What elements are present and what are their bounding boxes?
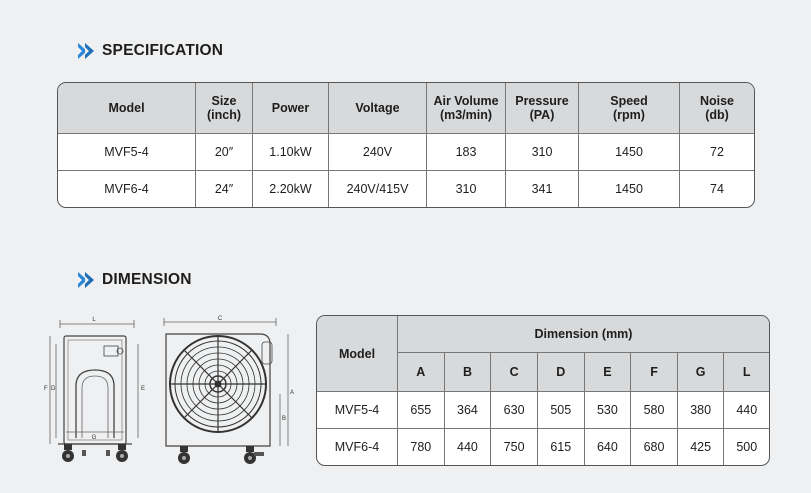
spec-col-header: Air Volume (m3/min) xyxy=(427,83,506,134)
dim-cell: 440 xyxy=(445,429,492,465)
spec-cell: 1450 xyxy=(579,171,680,207)
spec-cell: 24″ xyxy=(196,171,253,207)
dim-cell: 505 xyxy=(538,392,585,429)
dim-cell: 580 xyxy=(631,392,678,429)
spec-cell: 310 xyxy=(427,171,506,207)
dim-cell: MVF5-4 xyxy=(317,392,398,429)
dim-label-F: F xyxy=(44,386,48,392)
table-row xyxy=(317,429,769,465)
spec-cell: 72 xyxy=(680,134,754,171)
dim-label-E: E xyxy=(141,386,146,392)
dim-cell: 440 xyxy=(724,392,769,429)
side-view-drawing xyxy=(38,314,148,472)
spec-header-row xyxy=(58,83,754,134)
table-row xyxy=(58,171,754,207)
dim-label-L: L xyxy=(92,317,96,323)
specification-table xyxy=(57,82,755,208)
table-row xyxy=(58,134,754,171)
dim-col-header: G xyxy=(678,353,725,392)
spec-cell: 1.10kW xyxy=(253,134,329,171)
spec-cell: 20″ xyxy=(196,134,253,171)
double-chevron-icon xyxy=(78,43,92,59)
dim-cell: 750 xyxy=(491,429,538,465)
spec-cell: 310 xyxy=(506,134,579,171)
dimension-table xyxy=(316,315,770,466)
spec-col-header: Voltage xyxy=(329,83,427,134)
caster-wheels xyxy=(62,444,128,462)
caster-wheels xyxy=(178,446,264,464)
spec-cell: 183 xyxy=(427,134,506,171)
dim-col-header: E xyxy=(585,353,632,392)
spec-col-header: Noise (db) xyxy=(680,83,754,134)
spec-cell: 341 xyxy=(506,171,579,207)
spec-cell: 2.20kW xyxy=(253,171,329,207)
dim-cell: 500 xyxy=(736,440,758,454)
dim-label-D: D xyxy=(51,386,56,392)
dim-cell: 630 xyxy=(491,392,538,429)
dim-cell: MVF6-4 xyxy=(317,429,398,465)
spec-cell: MVF6-4 xyxy=(58,171,196,207)
dim-col-header: C xyxy=(491,353,538,392)
dim-col-header: F xyxy=(631,353,678,392)
spec-cell: 240V xyxy=(329,134,427,171)
dim-cell: 655 xyxy=(398,392,445,429)
fan-guard xyxy=(170,336,266,432)
double-chevron-icon xyxy=(78,272,92,288)
dimension-heading xyxy=(78,271,192,289)
spec-col-header: Speed (rpm) xyxy=(579,83,680,134)
spec-cell: 74 xyxy=(710,182,724,196)
dim-label-C: C xyxy=(217,316,223,322)
dim-group-header: Dimension (mm) xyxy=(398,316,769,353)
dim-label-G: G xyxy=(91,435,97,441)
specification-title: SPECIFICATION xyxy=(102,42,224,59)
spec-cell: 1450 xyxy=(579,134,680,171)
dim-model-header: Model xyxy=(317,316,398,392)
dim-header-row xyxy=(317,316,769,353)
dim-label-B: B xyxy=(282,416,287,422)
spec-cell: 240V/415V xyxy=(329,171,427,207)
dimension-title: DIMENSION xyxy=(102,271,192,288)
spec-cell: MVF5-4 xyxy=(58,134,196,171)
front-view-drawing xyxy=(158,314,298,472)
table-row xyxy=(317,392,769,429)
dim-col-header: B xyxy=(445,353,492,392)
dim-cell: 780 xyxy=(398,429,445,465)
dim-col-header: A xyxy=(398,353,445,392)
spec-col-header: Size (inch) xyxy=(196,83,253,134)
dim-cell: 364 xyxy=(445,392,492,429)
specification-heading xyxy=(78,42,223,60)
dim-col-header: D xyxy=(538,353,585,392)
spec-col-header: Power xyxy=(253,83,329,134)
dim-cell: 640 xyxy=(585,429,632,465)
spec-col-header: Model xyxy=(58,83,196,134)
spec-col-header: Pressure (PA) xyxy=(506,83,579,134)
dim-cell: 380 xyxy=(678,392,725,429)
dim-cell: 615 xyxy=(538,429,585,465)
dim-label-A: A xyxy=(290,390,295,396)
dim-cell: 425 xyxy=(678,429,725,465)
dim-cell: 530 xyxy=(585,392,632,429)
dim-col-header: L xyxy=(724,353,769,392)
dim-cell: 680 xyxy=(631,429,678,465)
